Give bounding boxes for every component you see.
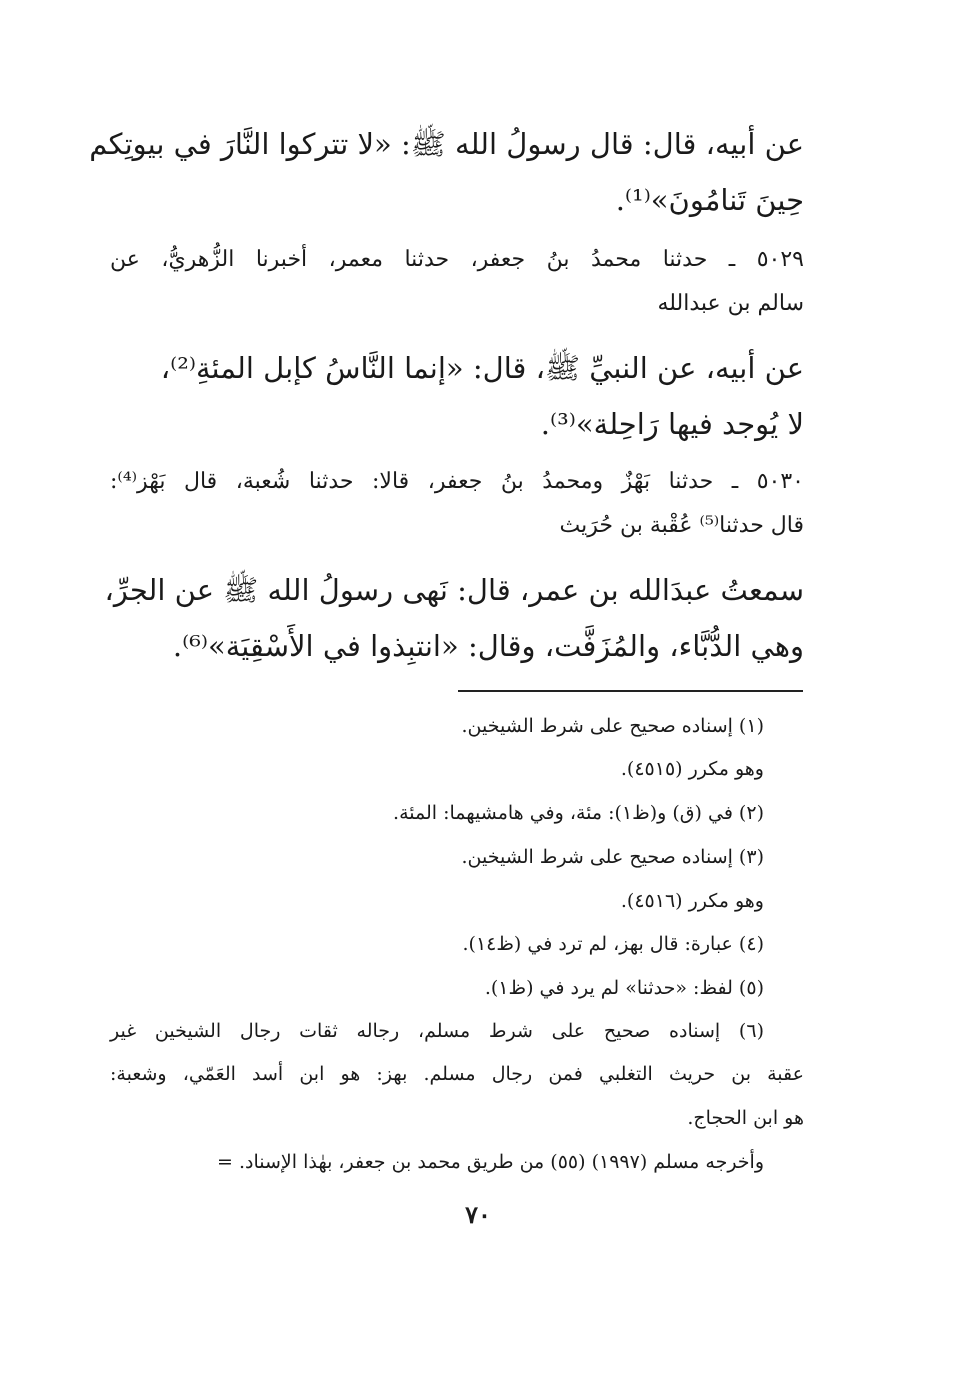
page-number: ٧٠ [465, 1200, 491, 1229]
hadith-text-line: عن أبيه، عن النبيِّ ﷺ، قال: «إنما النَّاسُ كإبل المئةِ⁽²⁾، [160, 351, 804, 385]
hadith-chain-5030: ٥٠٣٠ ـ حدثنا بَهْزٌ ومحمدُ بنُ جعفر، قالا: حدثنا شُعبة، قال بَهْز⁽⁴⁾: [110, 469, 804, 494]
hadith-text-line: حِينَ تَنامُونَ»⁽¹⁾. [615, 183, 804, 217]
footnote-separator [458, 690, 803, 692]
hadith-text-line: عن أبيه، قال: قال رسولُ الله ﷺ: «لا تتركوا النَّارَ في بيوتِكم [89, 127, 804, 161]
footnote-6-cont: وأخرجه مسلم (١٩٩٧) (٥٥) من طريق محمد بن جعفر، بهٰذا الإسناد. = [217, 1151, 764, 1173]
footnote-2: (٢) في (ق) و(ظ١): مئة، وفي هامشيهما: المئة. [393, 802, 764, 824]
hadith-chain-5030-cont: قال حدثنا⁽⁵⁾ عُقْبة بن حُرَيث [559, 513, 804, 538]
hadith-chain-5029-cont: سالم بن عبدالله [657, 291, 804, 316]
hadith-text-line: لا يُوجد فيها رَاحِلة»⁽³⁾. [540, 407, 804, 441]
hadith-text-line: سمعتُ عبدَالله بن عمر، قال: نَهى رسولُ الله ﷺ عن الجرِّ، [104, 573, 804, 607]
footnote-1: (١) إسناده صحيح على شرط الشيخين. [461, 715, 764, 737]
footnote-3: (٣) إسناده صحيح على شرط الشيخين. [461, 846, 764, 868]
footnote-5: (٥) لفظ: «حدثنا» لم يرد في (ظ١). [484, 977, 764, 999]
footnote-6-cont: عقبة بن حريث التغلبي فمن رجال مسلم. بهز: هو ابن أسد العَمّي، وشعبة: [110, 1063, 804, 1085]
footnote-6-cont: هو ابن الحجاج. [687, 1107, 804, 1129]
footnote-1-cont: وهو مكرر (٤٥١٥). [620, 758, 764, 780]
footnote-6: (٦) إسناده صحيح على شرط مسلم، رجاله ثقات رجال الشيخين غير [110, 1020, 764, 1042]
footnote-4: (٤) عبارة: قال بهز، لم ترد في (ظ١٤). [462, 933, 764, 955]
hadith-text-line: وهي الدُّبَّاء، والمُزَفَّت، وقال: «انتبِذوا في الأَسْقِيَة»⁽⁶⁾. [172, 629, 804, 663]
footnote-3-cont: وهو مكرر (٤٥١٦). [620, 890, 764, 912]
hadith-chain-5029: ٥٠٢٩ ـ حدثنا محمدُ بنُ جعفر، حدثنا معمر، أخبرنا الزُّهريُّ، عن [110, 247, 804, 272]
